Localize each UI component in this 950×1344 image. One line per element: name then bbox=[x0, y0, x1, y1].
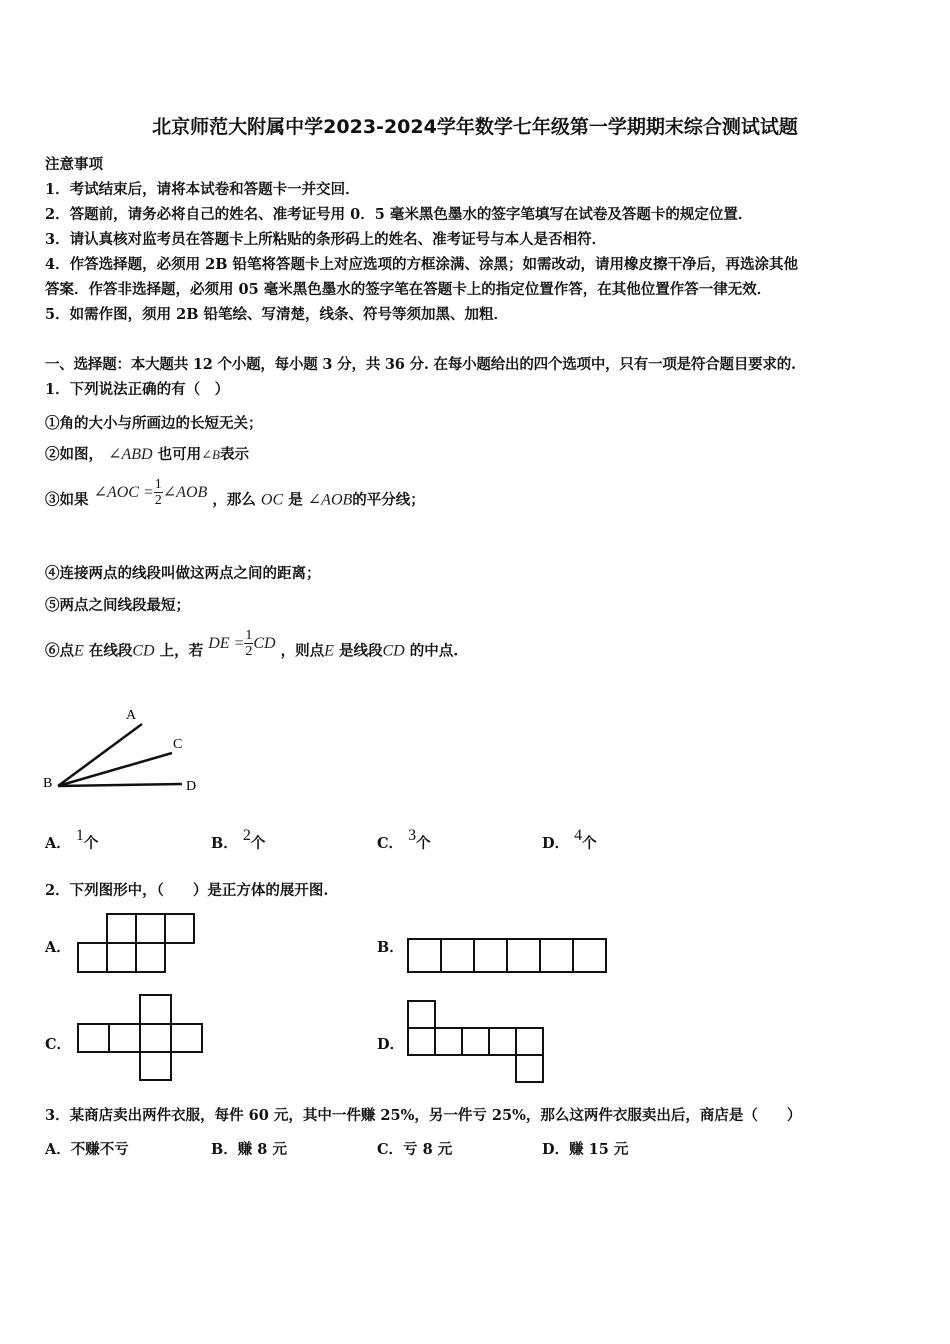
label-c: C bbox=[173, 737, 183, 752]
q3-option-b[interactable]: B．赚 8 元 bbox=[211, 1141, 287, 1158]
angle-figure bbox=[40, 700, 210, 800]
notice-item: 4．作答选择题，必须用 2B 铅笔将答题卡上对应选项的方框涂满、涂黑；如需改动，请用橡皮擦干净后，再选涂其他 bbox=[45, 256, 799, 273]
notice-item: 答案．作答非选择题，必须用 05 毫米黑色墨水的签字笔在答题卡上的指定位置作答，在其他位置作答一律无效． bbox=[45, 281, 772, 298]
notice-heading: 注意事项 bbox=[45, 156, 103, 173]
ray-ba bbox=[58, 724, 142, 786]
q3-option-a[interactable]: A．不赚不亏 bbox=[45, 1141, 129, 1158]
question-2-stem: 2．下列图形中，（ ）是正方体的展开图. bbox=[45, 882, 329, 899]
q2-option-c[interactable]: C． bbox=[45, 1036, 72, 1053]
q1-option-a[interactable]: A． 1个 bbox=[45, 827, 99, 852]
notice-item: 3．请认真核对监考员在答题卡上所粘贴的条形码上的姓名、准考证号与本人是否相符． bbox=[45, 231, 607, 248]
statement-4: ④连接两点的线段叫做这两点之间的距离； bbox=[45, 565, 321, 582]
q3-option-d[interactable]: D．赚 15 元 bbox=[542, 1141, 629, 1158]
statement-1: ①角的大小与所画边的长短无关； bbox=[45, 415, 263, 432]
label-d: D bbox=[186, 779, 197, 794]
net-figure-d bbox=[406, 999, 546, 1085]
net-figure-c bbox=[76, 993, 206, 1083]
section-heading: 一、选择题：本大题共 12 个小题，每小题 3 分，共 36 分. 在每小题给出的四个选项中，只有一项是符合题目要求的. bbox=[45, 356, 796, 373]
q2-option-d[interactable]: D． bbox=[377, 1036, 405, 1053]
statement-2: ②如图， ∠ABD 也可用∠B表示 bbox=[45, 446, 249, 463]
q1-option-d[interactable]: D． 4个 bbox=[542, 827, 597, 852]
ray-bc bbox=[58, 753, 172, 786]
net-figure-a bbox=[76, 912, 198, 974]
q2-option-b[interactable]: B． bbox=[377, 939, 404, 956]
notice-item: 2．答题前，请务必将自己的姓名、准考证号用 0．5 毫米黑色墨水的签字笔填写在试卷及答题卡的规定位置． bbox=[45, 206, 753, 223]
q1-option-b[interactable]: B． 2个 bbox=[211, 827, 266, 852]
q3-option-c[interactable]: C．亏 8 元 bbox=[377, 1141, 453, 1158]
q2-option-a[interactable]: A． bbox=[45, 939, 71, 956]
net-figure-b bbox=[406, 937, 610, 975]
notice-item: 1．考试结束后，请将本试卷和答题卡一并交回． bbox=[45, 181, 360, 198]
page-title: 北京师范大附属中学2023-2024学年数学七年级第一学期期末综合测试试题 bbox=[152, 116, 798, 138]
statement-6: ⑥点E 在线段CD 上，若 DE = $\frac{1}{2}$ CD ，则点E 是线段CD 的中点. bbox=[45, 628, 459, 660]
label-b: B bbox=[43, 776, 53, 791]
statement-5: ⑤两点之间线段最短； bbox=[45, 597, 190, 614]
statement-3: ③如果 ∠AOC = $\frac{1}{2}$ ∠AOB ，那么 OC 是 ∠AOB的平分线； bbox=[45, 477, 425, 509]
question-3-stem: 3．某商店卖出两件衣服，每件 60 元，其中一件赚 25%，另一件亏 25%，那么这两件衣服卖出后，商店是（ ） bbox=[45, 1107, 802, 1124]
question-1-stem: 1．下列说法正确的有（ ） bbox=[45, 381, 230, 398]
label-a: A bbox=[126, 708, 137, 723]
q1-option-c[interactable]: C． 3个 bbox=[377, 827, 431, 852]
ray-bd bbox=[58, 784, 182, 786]
notice-item: 5．如需作图，须用 2B 铅笔绘、写清楚，线条、符号等须加黑、加粗． bbox=[45, 306, 509, 323]
